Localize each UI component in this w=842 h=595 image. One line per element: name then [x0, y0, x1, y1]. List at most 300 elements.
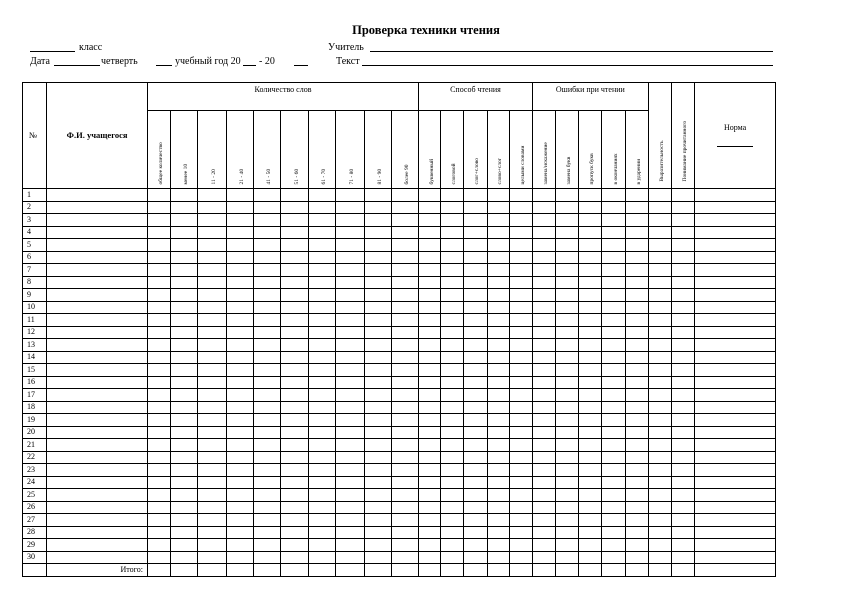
- data-cell[interactable]: [419, 451, 441, 464]
- data-cell[interactable]: [602, 426, 625, 439]
- student-name-cell[interactable]: [47, 314, 148, 327]
- data-cell[interactable]: [419, 376, 441, 389]
- data-cell[interactable]: [171, 439, 198, 452]
- data-cell[interactable]: [625, 414, 648, 427]
- data-cell[interactable]: [487, 226, 509, 239]
- data-cell[interactable]: [171, 251, 198, 264]
- data-cell[interactable]: [487, 239, 509, 252]
- data-cell[interactable]: [147, 401, 170, 414]
- data-cell[interactable]: [198, 551, 226, 564]
- data-cell[interactable]: [198, 251, 226, 264]
- totals-cell[interactable]: [487, 564, 509, 577]
- data-cell[interactable]: [532, 551, 555, 564]
- data-cell[interactable]: [419, 314, 441, 327]
- data-cell[interactable]: [336, 189, 364, 202]
- student-name-cell[interactable]: [47, 351, 148, 364]
- data-cell[interactable]: [579, 214, 602, 227]
- data-cell[interactable]: [147, 339, 170, 352]
- student-name-cell[interactable]: [47, 301, 148, 314]
- data-cell[interactable]: [579, 426, 602, 439]
- data-cell[interactable]: [309, 464, 336, 477]
- data-cell[interactable]: [171, 539, 198, 552]
- data-cell[interactable]: [253, 376, 280, 389]
- totals-cell[interactable]: [198, 564, 226, 577]
- data-cell[interactable]: [364, 264, 391, 277]
- data-cell[interactable]: [280, 239, 308, 252]
- data-cell[interactable]: [487, 251, 509, 264]
- data-cell[interactable]: [464, 401, 487, 414]
- data-cell[interactable]: [391, 551, 418, 564]
- data-cell[interactable]: [391, 301, 418, 314]
- data-cell[interactable]: [464, 189, 487, 202]
- data-cell[interactable]: [226, 464, 253, 477]
- data-cell[interactable]: [532, 226, 555, 239]
- data-cell[interactable]: [532, 326, 555, 339]
- data-cell[interactable]: [532, 539, 555, 552]
- data-cell[interactable]: [509, 251, 532, 264]
- data-cell[interactable]: [579, 364, 602, 377]
- data-cell[interactable]: [309, 439, 336, 452]
- data-cell[interactable]: [336, 226, 364, 239]
- data-cell[interactable]: [648, 326, 671, 339]
- data-cell[interactable]: [648, 364, 671, 377]
- data-cell[interactable]: [625, 401, 648, 414]
- data-cell[interactable]: [147, 476, 170, 489]
- data-cell[interactable]: [419, 426, 441, 439]
- data-cell[interactable]: [171, 389, 198, 402]
- data-cell[interactable]: [648, 339, 671, 352]
- data-cell[interactable]: [198, 389, 226, 402]
- data-cell[interactable]: [509, 351, 532, 364]
- data-cell[interactable]: [226, 301, 253, 314]
- data-cell[interactable]: [671, 439, 694, 452]
- data-cell[interactable]: [391, 189, 418, 202]
- data-cell[interactable]: [532, 489, 555, 502]
- data-cell[interactable]: [280, 289, 308, 302]
- data-cell[interactable]: [602, 551, 625, 564]
- data-cell[interactable]: [602, 289, 625, 302]
- data-cell[interactable]: [441, 201, 464, 214]
- data-cell[interactable]: [419, 439, 441, 452]
- student-name-cell[interactable]: [47, 339, 148, 352]
- data-cell[interactable]: [509, 364, 532, 377]
- data-cell[interactable]: [253, 451, 280, 464]
- data-cell[interactable]: [391, 439, 418, 452]
- data-cell[interactable]: [171, 314, 198, 327]
- data-cell[interactable]: [556, 251, 579, 264]
- data-cell[interactable]: [147, 464, 170, 477]
- data-cell[interactable]: [579, 314, 602, 327]
- data-cell[interactable]: [671, 426, 694, 439]
- data-cell[interactable]: [391, 376, 418, 389]
- data-cell[interactable]: [579, 389, 602, 402]
- data-cell[interactable]: [280, 389, 308, 402]
- data-cell[interactable]: [171, 351, 198, 364]
- data-cell[interactable]: [671, 351, 694, 364]
- teacher-underline[interactable]: [370, 51, 773, 52]
- data-cell[interactable]: [695, 476, 776, 489]
- data-cell[interactable]: [556, 326, 579, 339]
- data-cell[interactable]: [579, 551, 602, 564]
- data-cell[interactable]: [198, 364, 226, 377]
- data-cell[interactable]: [419, 414, 441, 427]
- data-cell[interactable]: [336, 476, 364, 489]
- data-cell[interactable]: [532, 301, 555, 314]
- data-cell[interactable]: [602, 401, 625, 414]
- data-cell[interactable]: [336, 289, 364, 302]
- data-cell[interactable]: [147, 351, 170, 364]
- data-cell[interactable]: [671, 251, 694, 264]
- data-cell[interactable]: [253, 401, 280, 414]
- data-cell[interactable]: [391, 401, 418, 414]
- data-cell[interactable]: [464, 339, 487, 352]
- data-cell[interactable]: [556, 314, 579, 327]
- data-cell[interactable]: [487, 464, 509, 477]
- student-name-cell[interactable]: [47, 364, 148, 377]
- data-cell[interactable]: [441, 489, 464, 502]
- data-cell[interactable]: [556, 551, 579, 564]
- totals-cell[interactable]: [648, 564, 671, 577]
- data-cell[interactable]: [280, 251, 308, 264]
- data-cell[interactable]: [464, 239, 487, 252]
- data-cell[interactable]: [441, 351, 464, 364]
- data-cell[interactable]: [171, 551, 198, 564]
- data-cell[interactable]: [364, 476, 391, 489]
- data-cell[interactable]: [280, 189, 308, 202]
- data-cell[interactable]: [487, 326, 509, 339]
- data-cell[interactable]: [556, 364, 579, 377]
- data-cell[interactable]: [280, 264, 308, 277]
- data-cell[interactable]: [147, 389, 170, 402]
- data-cell[interactable]: [602, 351, 625, 364]
- student-name-cell[interactable]: [47, 501, 148, 514]
- data-cell[interactable]: [509, 414, 532, 427]
- data-cell[interactable]: [695, 289, 776, 302]
- totals-cell[interactable]: [441, 564, 464, 577]
- data-cell[interactable]: [336, 239, 364, 252]
- data-cell[interactable]: [509, 464, 532, 477]
- data-cell[interactable]: [364, 489, 391, 502]
- student-name-cell[interactable]: [47, 489, 148, 502]
- data-cell[interactable]: [579, 514, 602, 527]
- data-cell[interactable]: [198, 289, 226, 302]
- data-cell[interactable]: [625, 189, 648, 202]
- data-cell[interactable]: [695, 251, 776, 264]
- totals-cell[interactable]: [309, 564, 336, 577]
- data-cell[interactable]: [487, 401, 509, 414]
- totals-cell[interactable]: [532, 564, 555, 577]
- quarter-underline[interactable]: [156, 65, 172, 66]
- data-cell[interactable]: [198, 489, 226, 502]
- data-cell[interactable]: [336, 526, 364, 539]
- data-cell[interactable]: [487, 551, 509, 564]
- data-cell[interactable]: [253, 326, 280, 339]
- data-cell[interactable]: [464, 376, 487, 389]
- data-cell[interactable]: [280, 539, 308, 552]
- data-cell[interactable]: [198, 189, 226, 202]
- data-cell[interactable]: [419, 539, 441, 552]
- data-cell[interactable]: [391, 326, 418, 339]
- data-cell[interactable]: [487, 376, 509, 389]
- data-cell[interactable]: [556, 414, 579, 427]
- data-cell[interactable]: [648, 301, 671, 314]
- student-name-cell[interactable]: [47, 189, 148, 202]
- data-cell[interactable]: [695, 189, 776, 202]
- data-cell[interactable]: [309, 189, 336, 202]
- data-cell[interactable]: [695, 401, 776, 414]
- data-cell[interactable]: [695, 201, 776, 214]
- data-cell[interactable]: [147, 276, 170, 289]
- data-cell[interactable]: [364, 401, 391, 414]
- data-cell[interactable]: [280, 339, 308, 352]
- data-cell[interactable]: [671, 539, 694, 552]
- data-cell[interactable]: [309, 276, 336, 289]
- data-cell[interactable]: [280, 551, 308, 564]
- data-cell[interactable]: [419, 464, 441, 477]
- data-cell[interactable]: [364, 326, 391, 339]
- data-cell[interactable]: [198, 314, 226, 327]
- data-cell[interactable]: [556, 464, 579, 477]
- data-cell[interactable]: [364, 276, 391, 289]
- data-cell[interactable]: [391, 276, 418, 289]
- data-cell[interactable]: [532, 289, 555, 302]
- data-cell[interactable]: [441, 189, 464, 202]
- data-cell[interactable]: [441, 551, 464, 564]
- data-cell[interactable]: [556, 351, 579, 364]
- data-cell[interactable]: [695, 326, 776, 339]
- data-cell[interactable]: [280, 514, 308, 527]
- data-cell[interactable]: [364, 214, 391, 227]
- data-cell[interactable]: [226, 276, 253, 289]
- data-cell[interactable]: [509, 189, 532, 202]
- data-cell[interactable]: [253, 351, 280, 364]
- data-cell[interactable]: [579, 201, 602, 214]
- data-cell[interactable]: [309, 426, 336, 439]
- data-cell[interactable]: [579, 451, 602, 464]
- data-cell[interactable]: [509, 489, 532, 502]
- data-cell[interactable]: [579, 526, 602, 539]
- data-cell[interactable]: [509, 476, 532, 489]
- data-cell[interactable]: [464, 514, 487, 527]
- data-cell[interactable]: [509, 239, 532, 252]
- data-cell[interactable]: [464, 351, 487, 364]
- data-cell[interactable]: [419, 514, 441, 527]
- totals-cell[interactable]: [579, 564, 602, 577]
- data-cell[interactable]: [487, 451, 509, 464]
- data-cell[interactable]: [253, 539, 280, 552]
- data-cell[interactable]: [441, 226, 464, 239]
- data-cell[interactable]: [391, 251, 418, 264]
- data-cell[interactable]: [391, 476, 418, 489]
- data-cell[interactable]: [226, 251, 253, 264]
- data-cell[interactable]: [579, 264, 602, 277]
- data-cell[interactable]: [695, 239, 776, 252]
- data-cell[interactable]: [602, 314, 625, 327]
- data-cell[interactable]: [579, 289, 602, 302]
- data-cell[interactable]: [579, 414, 602, 427]
- data-cell[interactable]: [509, 401, 532, 414]
- data-cell[interactable]: [441, 326, 464, 339]
- data-cell[interactable]: [309, 264, 336, 277]
- data-cell[interactable]: [171, 376, 198, 389]
- data-cell[interactable]: [671, 264, 694, 277]
- data-cell[interactable]: [532, 514, 555, 527]
- data-cell[interactable]: [226, 439, 253, 452]
- data-cell[interactable]: [579, 351, 602, 364]
- data-cell[interactable]: [487, 426, 509, 439]
- data-cell[interactable]: [695, 414, 776, 427]
- data-cell[interactable]: [556, 451, 579, 464]
- data-cell[interactable]: [309, 539, 336, 552]
- data-cell[interactable]: [671, 189, 694, 202]
- data-cell[interactable]: [532, 464, 555, 477]
- data-cell[interactable]: [147, 514, 170, 527]
- data-cell[interactable]: [556, 376, 579, 389]
- class-underline[interactable]: [30, 51, 75, 52]
- data-cell[interactable]: [509, 201, 532, 214]
- data-cell[interactable]: [441, 501, 464, 514]
- data-cell[interactable]: [336, 351, 364, 364]
- data-cell[interactable]: [695, 439, 776, 452]
- data-cell[interactable]: [648, 489, 671, 502]
- data-cell[interactable]: [671, 201, 694, 214]
- data-cell[interactable]: [532, 476, 555, 489]
- data-cell[interactable]: [602, 501, 625, 514]
- totals-cell[interactable]: [336, 564, 364, 577]
- year-start-underline[interactable]: [243, 65, 256, 66]
- data-cell[interactable]: [253, 339, 280, 352]
- data-cell[interactable]: [579, 251, 602, 264]
- data-cell[interactable]: [419, 339, 441, 352]
- data-cell[interactable]: [391, 526, 418, 539]
- data-cell[interactable]: [532, 401, 555, 414]
- data-cell[interactable]: [532, 451, 555, 464]
- totals-cell[interactable]: [280, 564, 308, 577]
- student-name-cell[interactable]: [47, 276, 148, 289]
- data-cell[interactable]: [648, 514, 671, 527]
- student-name-cell[interactable]: [47, 214, 148, 227]
- data-cell[interactable]: [364, 301, 391, 314]
- data-cell[interactable]: [336, 501, 364, 514]
- data-cell[interactable]: [579, 539, 602, 552]
- data-cell[interactable]: [464, 476, 487, 489]
- data-cell[interactable]: [671, 289, 694, 302]
- data-cell[interactable]: [198, 276, 226, 289]
- data-cell[interactable]: [391, 201, 418, 214]
- data-cell[interactable]: [441, 214, 464, 227]
- data-cell[interactable]: [198, 239, 226, 252]
- data-cell[interactable]: [364, 226, 391, 239]
- data-cell[interactable]: [309, 401, 336, 414]
- data-cell[interactable]: [487, 526, 509, 539]
- data-cell[interactable]: [464, 364, 487, 377]
- data-cell[interactable]: [464, 439, 487, 452]
- data-cell[interactable]: [441, 426, 464, 439]
- student-name-cell[interactable]: [47, 239, 148, 252]
- data-cell[interactable]: [648, 201, 671, 214]
- year-end-underline[interactable]: [294, 65, 308, 66]
- date-underline[interactable]: [54, 65, 100, 66]
- data-cell[interactable]: [171, 201, 198, 214]
- data-cell[interactable]: [509, 339, 532, 352]
- data-cell[interactable]: [695, 514, 776, 527]
- data-cell[interactable]: [648, 451, 671, 464]
- data-cell[interactable]: [280, 214, 308, 227]
- data-cell[interactable]: [280, 489, 308, 502]
- data-cell[interactable]: [464, 301, 487, 314]
- data-cell[interactable]: [441, 464, 464, 477]
- student-name-cell[interactable]: [47, 551, 148, 564]
- data-cell[interactable]: [309, 214, 336, 227]
- data-cell[interactable]: [487, 389, 509, 402]
- data-cell[interactable]: [509, 314, 532, 327]
- data-cell[interactable]: [464, 289, 487, 302]
- data-cell[interactable]: [391, 314, 418, 327]
- data-cell[interactable]: [280, 226, 308, 239]
- data-cell[interactable]: [253, 214, 280, 227]
- data-cell[interactable]: [487, 501, 509, 514]
- data-cell[interactable]: [198, 376, 226, 389]
- data-cell[interactable]: [309, 351, 336, 364]
- data-cell[interactable]: [464, 276, 487, 289]
- data-cell[interactable]: [441, 276, 464, 289]
- data-cell[interactable]: [253, 251, 280, 264]
- data-cell[interactable]: [625, 439, 648, 452]
- data-cell[interactable]: [198, 501, 226, 514]
- data-cell[interactable]: [309, 251, 336, 264]
- data-cell[interactable]: [253, 301, 280, 314]
- data-cell[interactable]: [556, 526, 579, 539]
- data-cell[interactable]: [695, 451, 776, 464]
- data-cell[interactable]: [464, 551, 487, 564]
- data-cell[interactable]: [309, 551, 336, 564]
- data-cell[interactable]: [419, 251, 441, 264]
- data-cell[interactable]: [625, 326, 648, 339]
- data-cell[interactable]: [532, 239, 555, 252]
- data-cell[interactable]: [364, 201, 391, 214]
- data-cell[interactable]: [253, 526, 280, 539]
- data-cell[interactable]: [253, 189, 280, 202]
- data-cell[interactable]: [464, 226, 487, 239]
- data-cell[interactable]: [171, 464, 198, 477]
- data-cell[interactable]: [198, 414, 226, 427]
- data-cell[interactable]: [336, 214, 364, 227]
- data-cell[interactable]: [309, 451, 336, 464]
- data-cell[interactable]: [253, 489, 280, 502]
- data-cell[interactable]: [487, 539, 509, 552]
- data-cell[interactable]: [671, 551, 694, 564]
- data-cell[interactable]: [625, 489, 648, 502]
- data-cell[interactable]: [336, 314, 364, 327]
- data-cell[interactable]: [625, 389, 648, 402]
- student-name-cell[interactable]: [47, 401, 148, 414]
- data-cell[interactable]: [147, 289, 170, 302]
- data-cell[interactable]: [419, 301, 441, 314]
- data-cell[interactable]: [695, 551, 776, 564]
- student-name-cell[interactable]: [47, 289, 148, 302]
- data-cell[interactable]: [419, 364, 441, 377]
- data-cell[interactable]: [532, 389, 555, 402]
- data-cell[interactable]: [419, 351, 441, 364]
- data-cell[interactable]: [487, 289, 509, 302]
- data-cell[interactable]: [441, 539, 464, 552]
- data-cell[interactable]: [625, 501, 648, 514]
- data-cell[interactable]: [625, 551, 648, 564]
- data-cell[interactable]: [695, 276, 776, 289]
- totals-cell[interactable]: [509, 564, 532, 577]
- data-cell[interactable]: [509, 501, 532, 514]
- data-cell[interactable]: [309, 414, 336, 427]
